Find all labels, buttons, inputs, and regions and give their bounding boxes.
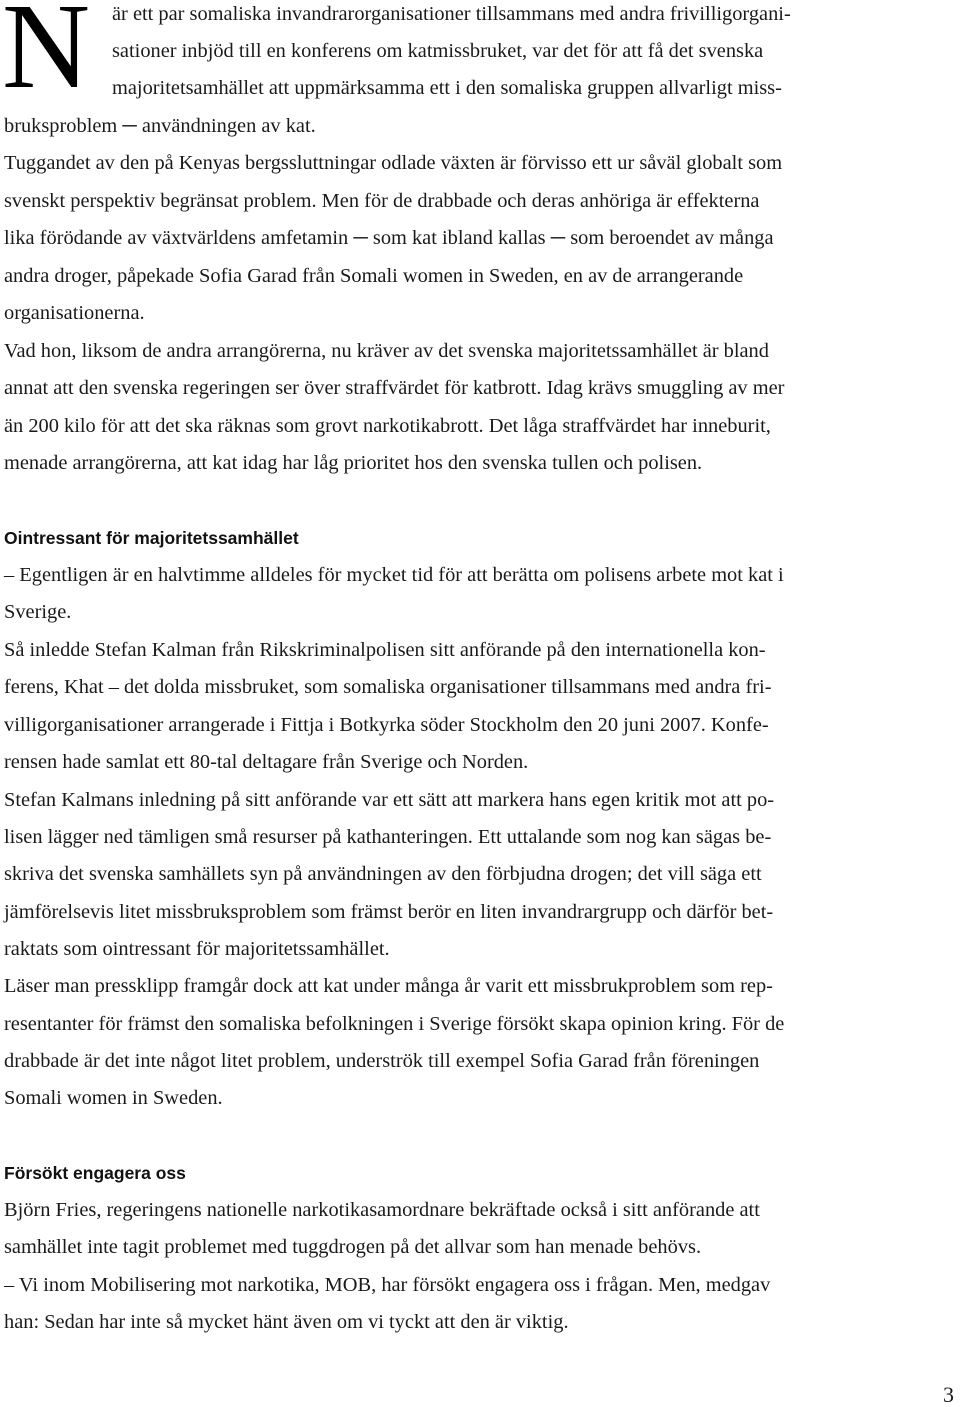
paragraph-line: drabbade är det inte något litet problem, underströk till exempel Sofia Garad från föreningen [4,1050,760,1072]
paragraph-line: lisen lägger ned tämligen små resurser på kathanteringen. Ett uttalande som nog kan sägas be- [4,826,772,848]
paragraph-line: andra droger, påpekade Sofia Garad från Somali women in Sweden, en av de arrangerande [4,265,744,287]
paragraph-line: Tuggandet av den på Kenyas bergssluttningar odlade växten är förvisso ett ur såväl globalt som [4,152,783,174]
paragraph-line: Så inledde Stefan Kalman från Rikskriminalpolisen sitt anförande på den internationella kon- [4,639,766,661]
paragraph-line: bruksproblem ─ användningen av kat. [4,115,316,137]
paragraph-line: raktats som ointressant för majoritetssamhället. [4,938,390,960]
drop-cap: N [2,0,91,114]
paragraph-line: sationer inbjöd till en konferens om katmissbruket, var det för att få det svenska [112,40,764,62]
paragraph-line: Somali women in Sweden. [4,1087,223,1109]
paragraph-line: samhället inte tagit problemet med tuggdrogen på det allvar som han menade behövs. [4,1236,702,1258]
paragraph-line: Vad hon, liksom de andra arrangörerna, nu kräver av det svenska majoritetssamhället är bland [4,340,769,362]
paragraph-line: majoritetsamhället att uppmärksamma ett i den somaliska gruppen allvarligt miss- [112,77,782,99]
paragraph-line: än 200 kilo för att det ska räknas som grovt narkotikabrott. Det låga straffvärdet har inneburit, [4,415,771,437]
paragraph-line: ferens, Khat – det dolda missbruket, som somaliska organisationer tillsammans med andra fri- [4,676,772,698]
paragraph-line: är ett par somaliska invandrarorganisationer tillsammans med andra frivilligorgani- [112,3,791,25]
paragraph-line: annat att den svenska regeringen ser över straffvärdet för katbrott. Idag krävs smuggling av mer [4,377,785,399]
section-heading: Ointressant för majoritetssamhället [4,528,299,548]
paragraph-line: Läser man pressklipp framgår dock att kat under många år varit ett missbrukproblem som rep- [4,975,773,997]
paragraph-line: lika förödande av växtvärldens amfetamin ─ som kat ibland kallas ─ som beroendet av många [4,227,774,249]
paragraph-line: Stefan Kalmans inledning på sitt anförande var ett sätt att markera hans egen kritik mot att po- [4,789,775,811]
paragraph-line: jämförelsevis litet missbruksproblem som främst berör en liten invandrargrupp och därför bet- [4,901,774,923]
paragraph-line: – Vi inom Mobilisering mot narkotika, MOB, har försökt engagera oss i frågan. Men, medgav [4,1274,771,1296]
page-number: 3 [943,1382,954,1407]
paragraph-line: organisationerna. [4,302,145,324]
paragraph-line: – Egentligen är en halvtimme alldeles för mycket tid för att berätta om polisens arbete mot kat i [4,564,784,586]
paragraph-line: han: Sedan har inte så mycket hänt även om vi tyckt att den är viktig. [4,1311,569,1333]
paragraph-line: resentanter för främst den somaliska befolkningen i Sverige försökt skapa opinion kring. För de [4,1013,785,1035]
section-heading: Försökt engagera oss [4,1163,186,1183]
paragraph-line: svenskt perspektiv begränsat problem. Men för de drabbade och deras anhöriga är effekterna [4,190,760,212]
paragraph-line: Björn Fries, regeringens nationelle narkotikasamordnare bekräftade också i sitt anförande att [4,1199,760,1221]
paragraph-line: skriva det svenska samhällets syn på användningen av den förbjudna drogen; det vill säga ett [4,863,762,885]
paragraph-line: villigorganisationer arrangerade i Fittja i Botkyrka söder Stockholm den 20 juni 2007. Konfe- [4,714,769,736]
paragraph-line: Sverige. [4,601,72,623]
paragraph-line: rensen hade samlat ett 80-tal deltagare från Sverige och Norden. [4,751,529,773]
paragraph-line: menade arrangörerna, att kat idag har låg prioritet hos den svenska tullen och polisen. [4,452,703,474]
